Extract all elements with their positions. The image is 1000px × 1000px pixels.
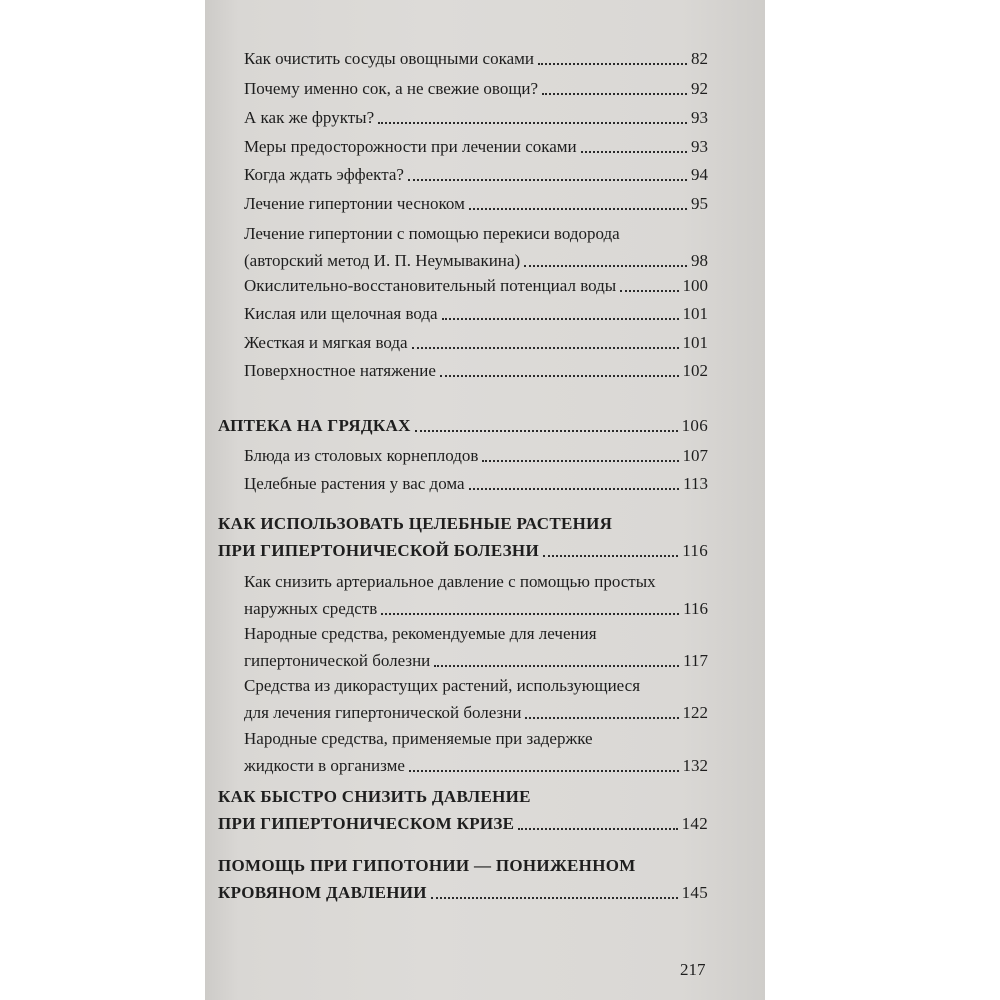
toc-entry (244, 725, 708, 779)
entry-title-line2: наружных средств (244, 599, 378, 618)
page-number: 122 (682, 703, 708, 722)
toc-entry (244, 133, 708, 160)
entry-title: Как очистить сосуды овощными соками (244, 49, 534, 68)
entry-title: Жесткая и мягкая вода (244, 333, 408, 352)
chapter-title-line2: ПРИ ГИПЕРТОНИЧЕСКОМ КРИЗЕ (218, 814, 515, 833)
page-number: 94 (691, 165, 708, 184)
toc-chapter (218, 412, 708, 439)
page-number: 100 (682, 276, 708, 295)
entry-title: Кислая или щелочная вода (244, 304, 438, 323)
page-number: 116 (683, 599, 708, 618)
page-number: 93 (691, 108, 708, 127)
dot-leader (381, 612, 679, 615)
page-number: 132 (682, 756, 708, 775)
page-number: 95 (691, 194, 708, 213)
page-number: 113 (683, 474, 708, 493)
chapter-title-line2: ПРИ ГИПЕРТОНИЧЕСКОЙ БОЛЕЗНИ (218, 541, 539, 560)
entry-title: Окислительно-восстановительный потенциал воды (244, 276, 617, 295)
dot-leader (409, 769, 679, 772)
toc-entry (244, 357, 708, 384)
entry-title: Почему именно сок, а не свежие овощи? (244, 79, 539, 98)
toc-entry (244, 104, 708, 131)
page-number: 102 (682, 361, 708, 380)
dot-leader (518, 827, 677, 830)
dot-leader (378, 121, 687, 124)
dot-leader (431, 896, 678, 899)
dot-leader (469, 207, 687, 210)
chapter-title-line1: КАК ИСПОЛЬЗОВАТЬ ЦЕЛЕБНЫЕ РАСТЕНИЯ (218, 514, 613, 533)
dot-leader (543, 554, 678, 557)
toc-chapter (218, 783, 708, 837)
entry-title-line2: жидкости в организме (244, 756, 405, 775)
entry-title-line1: Как снизить артериальное давление с помощью простых (244, 572, 656, 591)
page-number: 101 (682, 333, 708, 352)
entry-title-line1: Народные средства, применяемые при задержке (244, 729, 593, 748)
dot-leader (538, 62, 687, 65)
entry-title: Целебные растения у вас дома (244, 474, 465, 493)
entry-title: Когда ждать эффекта? (244, 165, 404, 184)
toc-entry (244, 672, 708, 726)
dot-leader (482, 459, 678, 462)
toc-entry (244, 190, 708, 217)
page-folio: 217 (680, 960, 706, 979)
entry-title: Меры предосторожности при лечении соками (244, 137, 577, 156)
entry-title-line2: для лечения гипертонической болезни (244, 703, 522, 722)
entry-title: Поверхностное натяжение (244, 361, 436, 380)
dot-leader (525, 716, 678, 719)
dot-leader (442, 317, 679, 320)
page-number: 82 (691, 49, 708, 68)
dot-leader (434, 664, 679, 667)
entry-title: А как же фрукты? (244, 108, 375, 127)
toc-entry (244, 442, 708, 469)
toc-entry (244, 300, 708, 327)
page-number: 98 (691, 251, 708, 270)
chapter-title: АПТЕКА НА ГРЯДКАХ (218, 416, 411, 435)
toc-entry (244, 161, 708, 188)
toc-entry (244, 220, 708, 274)
page-number: 101 (682, 304, 708, 323)
entry-title: Лечение гипертонии чесноком (244, 194, 465, 213)
dot-leader (469, 487, 680, 490)
toc-entry (244, 272, 708, 299)
dot-leader (524, 264, 687, 267)
toc-entry (244, 45, 708, 72)
page-number: 145 (681, 883, 708, 902)
page-number: 107 (682, 446, 708, 465)
dot-leader (542, 92, 687, 95)
entry-title-line1: Народные средства, рекомендуемые для лечения (244, 624, 597, 643)
page-number: 92 (691, 79, 708, 98)
page-number: 106 (681, 416, 708, 435)
dot-leader (620, 289, 678, 292)
toc-entry (244, 620, 708, 674)
chapter-title-line2: КРОВЯНОМ ДАВЛЕНИИ (218, 883, 427, 902)
entry-title-line2: (авторский метод И. П. Неумывакина) (244, 251, 521, 270)
chapter-title-line1: ПОМОЩЬ ПРИ ГИПОТОНИИ — ПОНИЖЕННОМ (218, 856, 636, 875)
toc-entry (244, 75, 708, 102)
toc-chapter (218, 510, 708, 564)
entry-title: Блюда из столовых корнеплодов (244, 446, 479, 465)
page-number: 117 (683, 651, 708, 670)
dot-leader (412, 346, 679, 349)
toc-entry (244, 329, 708, 356)
entry-title-line2: гипертонической болезни (244, 651, 431, 670)
toc-entry (244, 568, 708, 622)
page-number: 142 (681, 814, 708, 833)
dot-leader (440, 374, 679, 377)
toc-chapter (218, 852, 708, 906)
page-number: 116 (682, 541, 708, 560)
dot-leader (581, 150, 687, 153)
dot-leader (415, 429, 678, 432)
page-number: 93 (691, 137, 708, 156)
toc-entry (244, 470, 708, 497)
entry-title-line1: Лечение гипертонии с помощью перекиси водорода (244, 224, 620, 243)
dot-leader (408, 178, 687, 181)
chapter-title-line1: КАК БЫСТРО СНИЗИТЬ ДАВЛЕНИЕ (218, 787, 531, 806)
entry-title-line1: Средства из дикорастущих растений, использующиеся (244, 676, 641, 695)
